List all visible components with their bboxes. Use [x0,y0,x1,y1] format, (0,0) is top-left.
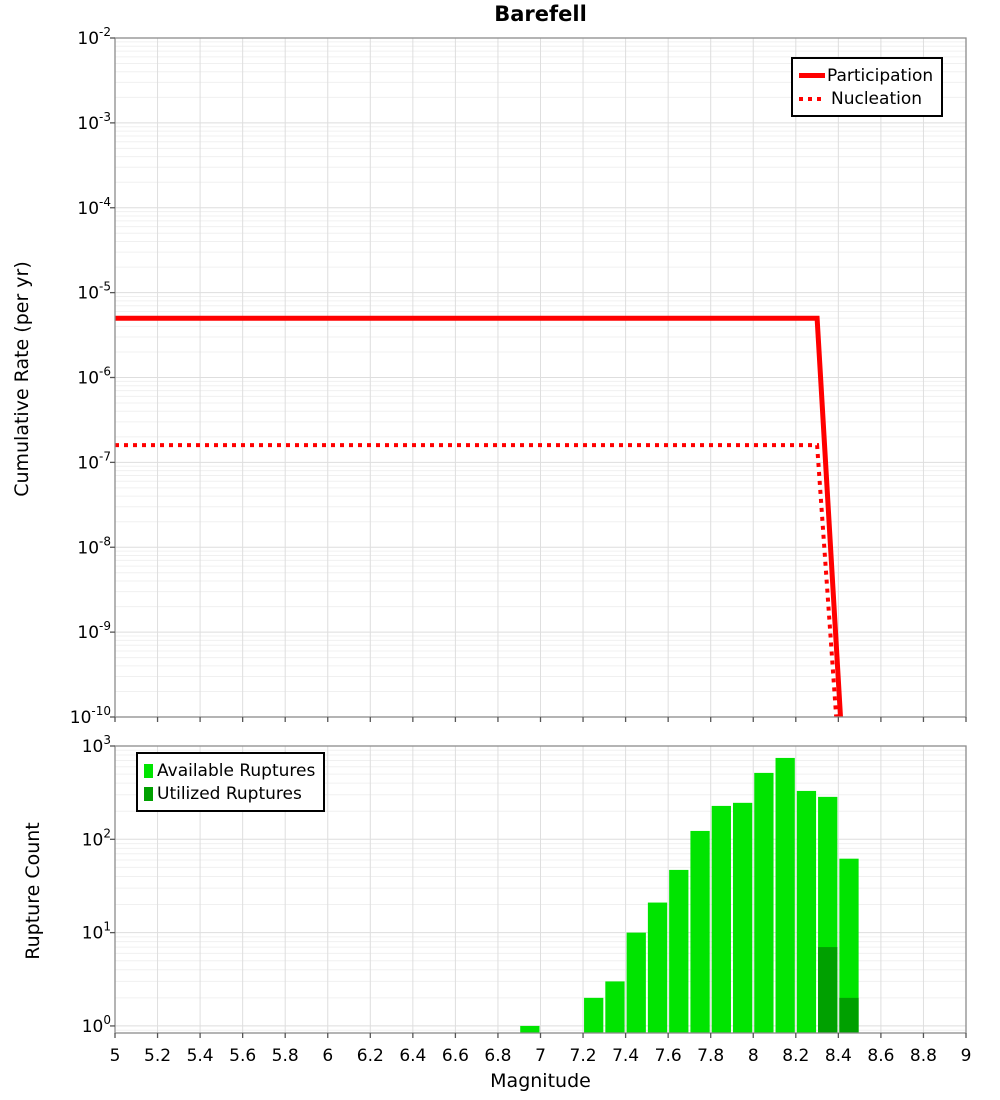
y-tick-label: $10^3$ [81,733,111,757]
legend-item-nucleation [799,89,933,109]
top-y-axis-title: Cumulative Rate (per yr) [11,261,33,497]
y-tick-label: $10^{-2}$ [77,25,111,49]
available-bar-m7.45 [627,933,646,1033]
available-bar-m7.55 [648,903,667,1033]
x-tick-label: 8.2 [782,1046,810,1066]
x-tick-label: 8.6 [867,1046,895,1066]
y-tick-label: $10^{-9}$ [77,619,111,644]
y-tick-label: $10^{-4}$ [77,194,111,219]
x-tick-label: 7.6 [654,1046,682,1066]
x-tick-label: 6 [322,1046,334,1066]
y-tick-label: $10^{-7}$ [77,449,111,474]
x-tick-label: 5.8 [271,1046,299,1066]
legend-label-utilized: Utilized Ruptures [157,783,302,804]
legend-item-available [144,761,315,781]
x-tick-label: 5.6 [229,1046,257,1066]
dotted-red-line-swatch-icon [799,97,825,101]
legend-item-participation [799,66,933,86]
utilized-bar-m8.35 [818,947,837,1033]
chart-title: Barefell [494,2,587,26]
y-tick-label: $10^{-10}$ [69,704,111,728]
x-tick-label: 5.4 [186,1046,214,1066]
rate-legend [791,57,943,117]
x-tick-label: 8.4 [824,1046,852,1066]
x-tick-label: 6.2 [356,1046,384,1066]
available-bar-m6.95 [520,1026,539,1033]
y-tick-label: $10^0$ [81,1012,111,1037]
x-tick-label: 6.6 [441,1046,469,1066]
x-tick-label: 8.8 [909,1046,937,1066]
available-bar-m7.95 [733,803,752,1033]
available-ruptures-swatch-icon [144,764,153,778]
bottom-y-axis-title: Rupture Count [22,822,44,960]
available-bar-m7.85 [712,806,731,1033]
top-panel [70,25,966,728]
available-bar-m7.75 [690,831,709,1033]
y-tick-label: $10^{-6}$ [77,364,111,389]
utilized-ruptures-swatch-icon [144,787,153,801]
available-bar-m8.05 [754,773,773,1033]
y-tick-label: $10^{-5}$ [77,279,111,304]
x-tick-label: 8 [747,1046,759,1066]
x-tick-label: 6.4 [399,1046,427,1066]
legend-label-available: Available Ruptures [157,760,316,781]
available-bar-m8.25 [797,791,816,1033]
x-tick-label: 5 [109,1046,121,1066]
x-tick-label: 7 [535,1046,546,1066]
legend-item-utilized [144,784,315,804]
rupture-legend [136,752,325,812]
y-tick-label: $10^{-3}$ [77,109,111,134]
y-tick-label: $10^1$ [81,919,111,944]
available-bar-m7.35 [605,981,624,1033]
x-tick-label: 7.2 [569,1046,597,1066]
x-tick-label: 9 [960,1046,972,1066]
utilized-bar-m8.45 [839,998,858,1033]
legend-label-participation: Participation [827,65,934,86]
solid-red-line-swatch-icon [799,73,825,78]
x-tick-label: 7.4 [612,1046,640,1066]
y-tick-label: $10^2$ [81,826,111,851]
available-bar-m8.15 [776,758,795,1033]
y-tick-label: $10^{-8}$ [77,534,111,559]
available-bar-m7.65 [669,870,688,1033]
available-bar-m7.25 [584,998,603,1033]
x-tick-label: 5.2 [144,1046,172,1066]
x-tick-label: 7.8 [697,1046,725,1066]
legend-label-nucleation: Nucleation [831,88,923,109]
x-tick-label: 6.8 [484,1046,512,1066]
x-axis-title: Magnitude [490,1070,591,1092]
